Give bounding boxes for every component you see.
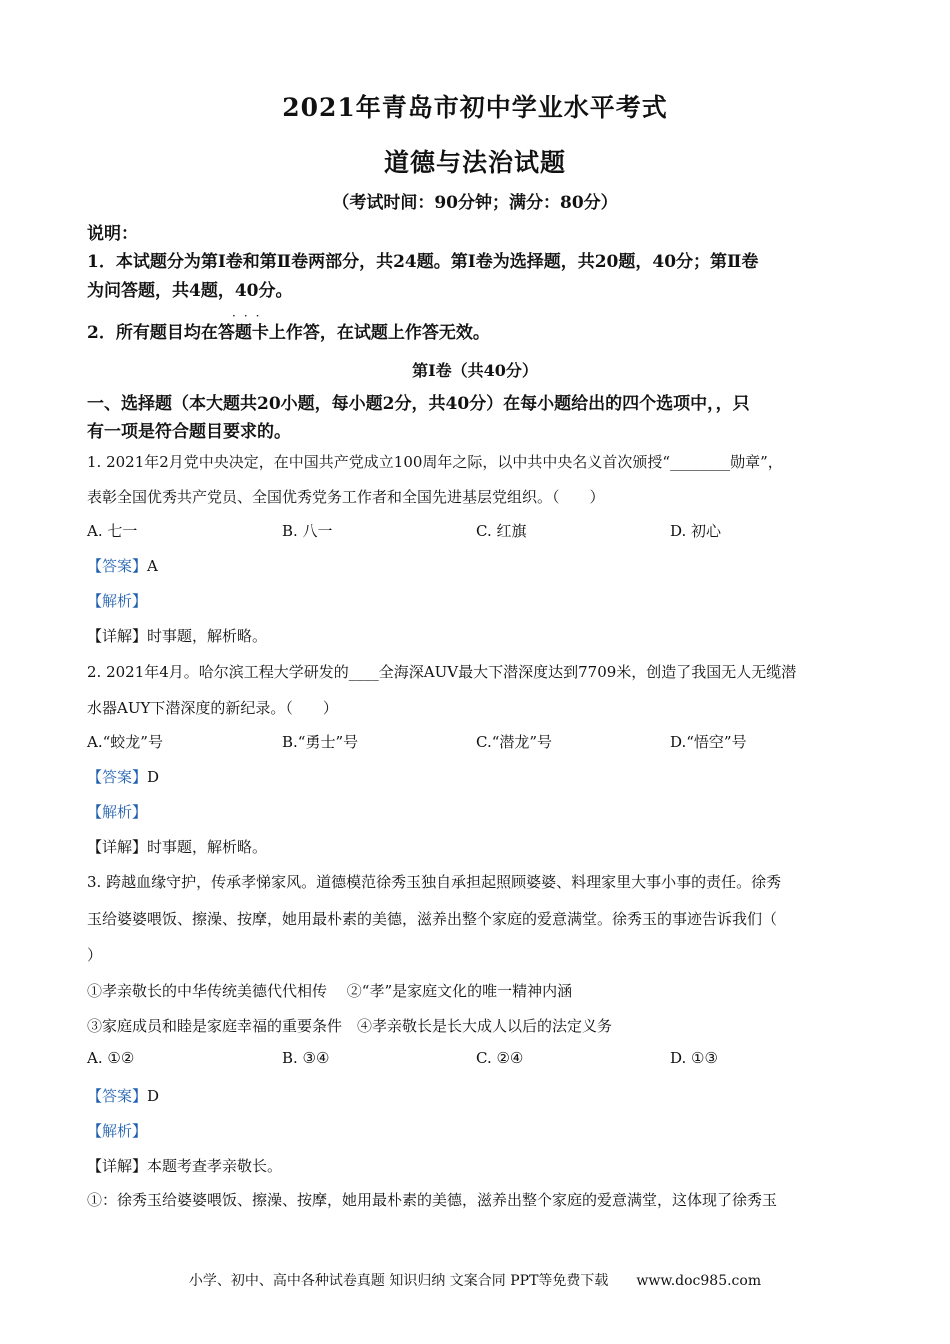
question-3-analysis-label: 【解析】	[87, 1122, 148, 1140]
question-3-answer	[87, 1085, 877, 1106]
question-2-analysis-label: 【解析】	[87, 803, 148, 821]
exam-subtitle: 道德与法治试题	[383, 148, 566, 177]
question-3-detail: 【详解】本题考查孝亲敬长。	[87, 1157, 283, 1175]
question-1-stem-line-2: 表彰全国优秀共产党员、全国优秀党务工作者和全国先进基层党组织。（ ）	[87, 488, 605, 506]
question-1-detail: 【详解】时事题，解析略。	[87, 627, 268, 645]
question-3-stem-line-3: ）	[87, 946, 103, 964]
section-intro-line-2: 有一项是符合题目要求的。	[87, 422, 291, 442]
exam-title: 2021年青岛市初中学业水平考式	[282, 93, 668, 122]
instructions-heading: 说明：	[87, 224, 138, 244]
question-1-analysis-label: 【解析】	[87, 592, 148, 610]
question-1-option-a: A. 七一	[87, 522, 138, 540]
section-intro-line-1: 一、选择题（本大题共20小题，每小题2分，共40分）在每小题给出的四个选项中，，只	[87, 394, 750, 414]
question-1-answer	[87, 555, 877, 576]
instruction-item-1-line-1: 1．本试题分为第Ⅰ卷和第Ⅱ卷两部分，共24题。第Ⅰ卷为选择题，共20题，40分；第Ⅱ卷	[87, 252, 759, 272]
question-3-option-b: B. ③④	[282, 1049, 330, 1067]
instruction-item-2: 2．所有题目均在答题卡上作答，在试题上作答无效。	[87, 323, 490, 343]
answer-label: 【答案】	[87, 557, 148, 575]
question-3-option-d: D. ①③	[670, 1049, 718, 1067]
question-2-stem-line-2: 水器AUY下潜深度的新纪录。（ ）	[87, 699, 338, 717]
question-2-detail: 【详解】时事题，解析略。	[87, 838, 268, 856]
question-3-detail-line-2: ①：徐秀玉给婆婆喂饭、擦澡、按摩，她用最朴素的美德，滋养出整个家庭的爱意满堂，这体现了徐秀玉	[87, 1191, 778, 1209]
question-1-stem-line-1: 1. 2021年2月党中央决定，在中国共产党成立100周年之际，以中共中央名义首次颁授“________勋章”，	[87, 453, 783, 471]
question-2-option-d: D.“悟空”号	[670, 733, 747, 751]
emphasis-dots: ···	[232, 309, 268, 323]
answer-value: D	[147, 768, 160, 786]
instruction-item-1-line-2: 为问答题，共4题，40分。	[87, 281, 293, 301]
exam-time-info: （考试时间：90分钟；满分：80分）	[332, 193, 618, 213]
section-title: 第I卷（共40分）	[412, 361, 538, 380]
question-3-option-a: A. ①②	[87, 1049, 135, 1067]
question-2-option-b: B.“勇士”号	[282, 733, 359, 751]
answer-value: A	[147, 557, 158, 575]
question-1-option-b: B. 八一	[282, 522, 333, 540]
question-3-statement-line-1: ①孝亲敬长的中华传统美德代代相传 ②“孝”是家庭文化的唯一精神内涵	[87, 982, 573, 1000]
question-2-stem-line-1: 2. 2021年4月。哈尔滨工程大学研发的____全海深AUV最大下潜深度达到7709米，创造了我国无人无缆潜	[87, 663, 797, 681]
question-1-option-c: C. 红旗	[476, 522, 527, 540]
question-1-option-d: D. 初心	[670, 522, 722, 540]
question-2-option-a: A.“蛟龙”号	[87, 733, 163, 751]
question-3-stem-line-1: 3. 跨越血缘守护，传承孝悌家风。道德模范徐秀玉独自承担起照顾婆婆、料理家里大事小事的责任。徐秀	[87, 873, 782, 891]
question-2-answer	[87, 766, 877, 787]
question-3-option-c: C. ②④	[476, 1049, 524, 1067]
answer-value: D	[147, 1087, 160, 1105]
answer-label: 【答案】	[87, 1087, 148, 1105]
question-3-statement-line-2: ③家庭成员和睦是家庭幸福的重要条件 ④孝亲敬长是长大成人以后的法定义务	[87, 1017, 613, 1035]
answer-label: 【答案】	[87, 768, 148, 786]
page-footer: 小学、初中、高中各种试卷真题 知识归纳 文案合同 PPT等免费下载 www.doc985.com	[188, 1273, 762, 1289]
question-2-option-c: C.“潜龙”号	[476, 733, 553, 751]
question-3-stem-line-2: 玉给婆婆喂饭、擦澡、按摩，她用最朴素的美德，滋养出整个家庭的爱意满堂。徐秀玉的事迹告诉我们（	[87, 910, 778, 928]
